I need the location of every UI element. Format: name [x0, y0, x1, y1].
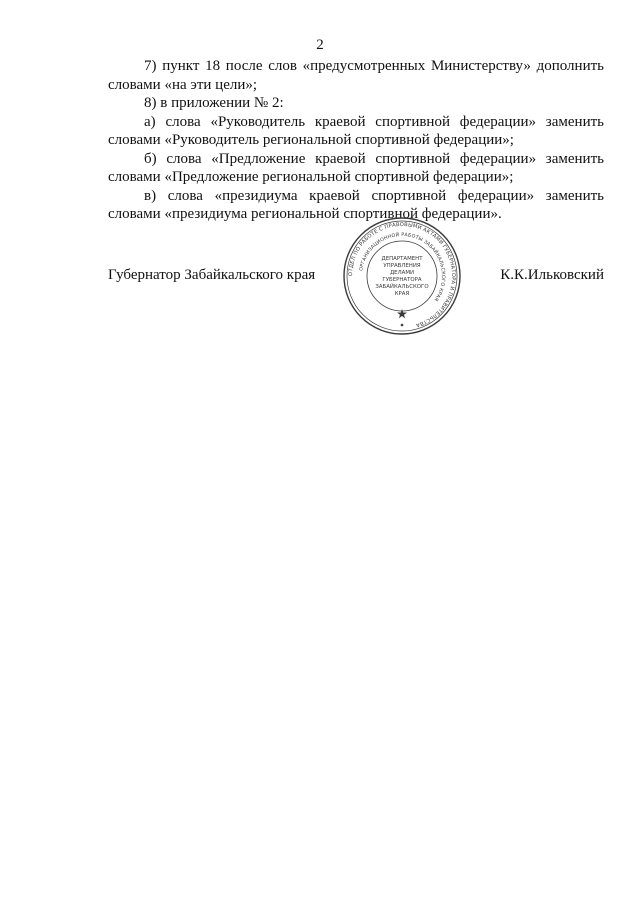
- signatory-title: Губернатор Забайкальского края: [108, 267, 316, 283]
- seal-center-line-5: ЗАБАЙКАЛЬСКОГО: [375, 284, 429, 290]
- seal-star-icon: [397, 309, 407, 318]
- seal-center-line-4: ГУБЕРНАТОРА: [382, 277, 422, 283]
- seal-inner-ring-text: ОРГАНИЗАЦИОННОЙ РАБОТЫ ЗАБАЙКАЛЬСКОГО КРАЯ: [359, 232, 446, 302]
- seal-outer-ring-text: ОТДЕЛ ПО РАБОТЕ С ПРАВОВЫМИ АКТАМИ ГУБЕРНАТОРА И ПРАВИТЕЛЬСТВА: [347, 221, 457, 328]
- paragraph-subitem-a: а) слова «Руководитель краевой спортивной федерации» заменить словами «Руководитель региональной спортивной федерации»;: [108, 113, 604, 148]
- document-body: [108, 57, 604, 224]
- seal-center-line-6: КРАЯ: [394, 291, 410, 297]
- signature-block: [108, 266, 604, 288]
- page-number: 2: [316, 37, 324, 53]
- paragraph-item-8: 8) в приложении № 2:: [144, 95, 284, 111]
- seal-center-line-2: УПРАВЛЕНИЯ: [383, 263, 421, 269]
- seal-center-line-3: ДЕЛАМИ: [389, 270, 415, 276]
- paragraph-item-7: 7) пункт 18 после слов «предусмотренных Министерству» дополнить словами «на эти цели»;: [108, 58, 604, 93]
- seal-center-line-1: ДЕПАРТАМЕНТ: [381, 256, 423, 262]
- signatory-name: К.К.Ильковский: [500, 267, 604, 283]
- seal-dot-icon: [401, 324, 404, 327]
- paragraph-subitem-b: б) слова «Предложение краевой спортивной федерации» заменить словами «Предложение региональной спортивной федерации»;: [108, 150, 604, 185]
- paragraph-subitem-v: в) слова «президиума краевой спортивной федерации» заменить словами «президиума региональной спортивной федерации».: [108, 187, 604, 222]
